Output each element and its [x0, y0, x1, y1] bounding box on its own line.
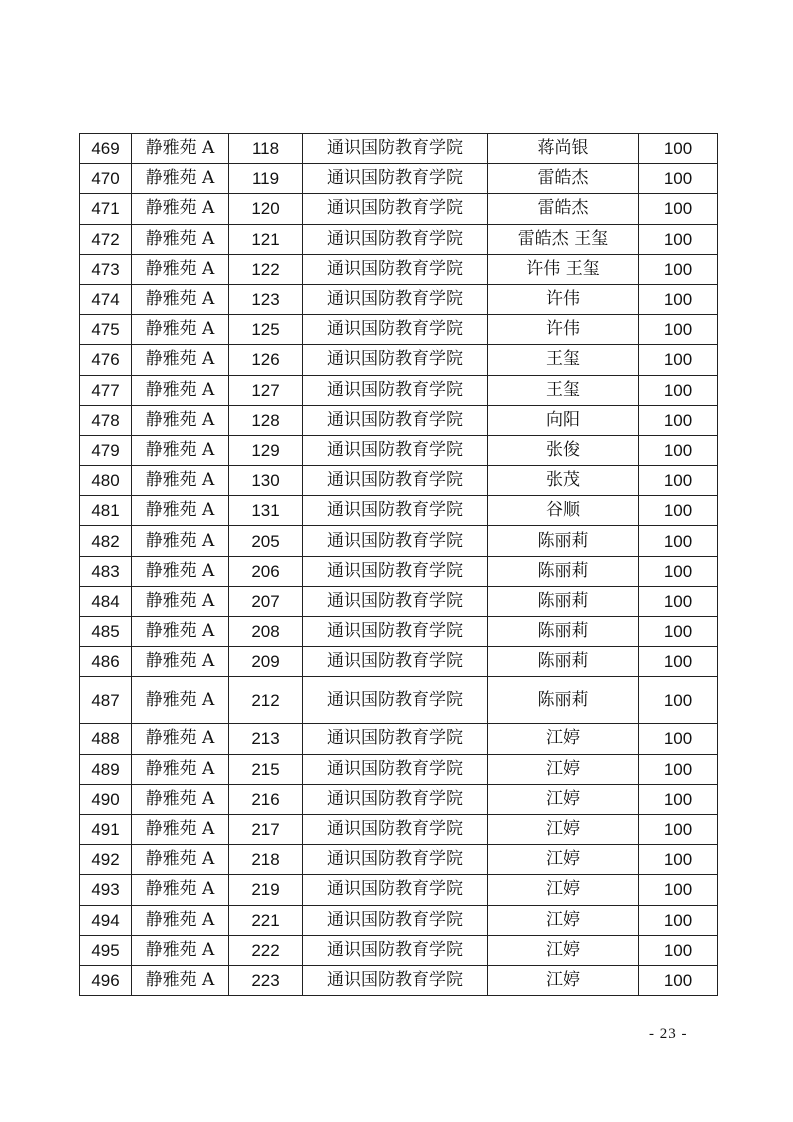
page-number: - 23 - — [649, 1026, 688, 1042]
building-cell: 静雅苑 A — [132, 345, 229, 375]
building-cell: 静雅苑 A — [132, 754, 229, 784]
person-cell: 江婷 — [488, 875, 639, 905]
college-cell: 通识国防教育学院 — [303, 405, 488, 435]
table-row — [80, 935, 718, 965]
score-cell: 100 — [639, 526, 718, 556]
score-cell: 100 — [639, 466, 718, 496]
table-row — [80, 586, 718, 616]
serial-number-cell: 479 — [80, 435, 132, 465]
college-cell: 通识国防教育学院 — [303, 814, 488, 844]
serial-number-cell: 471 — [80, 194, 132, 224]
person-cell: 谷顺 — [488, 496, 639, 526]
person-cell: 雷皓杰 — [488, 164, 639, 194]
room-number-cell: 120 — [229, 194, 303, 224]
college-cell: 通识国防教育学院 — [303, 965, 488, 995]
building-cell: 静雅苑 A — [132, 466, 229, 496]
building-cell: 静雅苑 A — [132, 965, 229, 995]
college-cell: 通识国防教育学院 — [303, 496, 488, 526]
building-cell: 静雅苑 A — [132, 526, 229, 556]
room-number-cell: 130 — [229, 466, 303, 496]
score-cell: 100 — [639, 496, 718, 526]
building-cell: 静雅苑 A — [132, 875, 229, 905]
building-cell: 静雅苑 A — [132, 496, 229, 526]
building-cell: 静雅苑 A — [132, 724, 229, 754]
table-row — [80, 405, 718, 435]
table-row — [80, 556, 718, 586]
table-row — [80, 284, 718, 314]
college-cell: 通识国防教育学院 — [303, 224, 488, 254]
college-cell: 通识国防教育学院 — [303, 724, 488, 754]
score-cell: 100 — [639, 194, 718, 224]
table-row — [80, 905, 718, 935]
score-cell: 100 — [639, 375, 718, 405]
serial-number-cell: 472 — [80, 224, 132, 254]
table-row — [80, 194, 718, 224]
building-cell: 静雅苑 A — [132, 405, 229, 435]
person-cell: 江婷 — [488, 905, 639, 935]
building-cell: 静雅苑 A — [132, 194, 229, 224]
table-row — [80, 315, 718, 345]
table-row — [80, 965, 718, 995]
table-row — [80, 814, 718, 844]
dormitory-score-table — [79, 133, 718, 996]
score-cell: 100 — [639, 586, 718, 616]
person-cell: 许伟 — [488, 284, 639, 314]
serial-number-cell: 474 — [80, 284, 132, 314]
serial-number-cell: 493 — [80, 875, 132, 905]
room-number-cell: 222 — [229, 935, 303, 965]
table-row — [80, 724, 718, 754]
person-cell: 张茂 — [488, 466, 639, 496]
room-number-cell: 209 — [229, 647, 303, 677]
room-number-cell: 216 — [229, 784, 303, 814]
table-row — [80, 134, 718, 164]
room-number-cell: 126 — [229, 345, 303, 375]
person-cell: 许伟 — [488, 315, 639, 345]
college-cell: 通识国防教育学院 — [303, 435, 488, 465]
room-number-cell: 212 — [229, 677, 303, 724]
person-cell: 陈丽莉 — [488, 526, 639, 556]
table-row — [80, 164, 718, 194]
score-cell: 100 — [639, 754, 718, 784]
serial-number-cell: 473 — [80, 254, 132, 284]
college-cell: 通识国防教育学院 — [303, 617, 488, 647]
table-row — [80, 784, 718, 814]
score-cell: 100 — [639, 935, 718, 965]
serial-number-cell: 490 — [80, 784, 132, 814]
score-cell: 100 — [639, 647, 718, 677]
person-cell: 江婷 — [488, 784, 639, 814]
score-cell: 100 — [639, 435, 718, 465]
serial-number-cell: 491 — [80, 814, 132, 844]
college-cell: 通识国防教育学院 — [303, 466, 488, 496]
serial-number-cell: 496 — [80, 965, 132, 995]
serial-number-cell: 488 — [80, 724, 132, 754]
building-cell: 静雅苑 A — [132, 647, 229, 677]
building-cell: 静雅苑 A — [132, 784, 229, 814]
score-cell: 100 — [639, 784, 718, 814]
serial-number-cell: 484 — [80, 586, 132, 616]
person-cell: 陈丽莉 — [488, 677, 639, 724]
score-cell: 100 — [639, 724, 718, 754]
score-cell: 100 — [639, 965, 718, 995]
table-row — [80, 435, 718, 465]
person-cell: 江婷 — [488, 845, 639, 875]
table-row — [80, 496, 718, 526]
table-row — [80, 526, 718, 556]
building-cell: 静雅苑 A — [132, 284, 229, 314]
college-cell: 通识国防教育学院 — [303, 254, 488, 284]
college-cell: 通识国防教育学院 — [303, 526, 488, 556]
room-number-cell: 213 — [229, 724, 303, 754]
room-number-cell: 208 — [229, 617, 303, 647]
table-row — [80, 845, 718, 875]
table-row — [80, 754, 718, 784]
person-cell: 陈丽莉 — [488, 617, 639, 647]
person-cell: 江婷 — [488, 965, 639, 995]
room-number-cell: 125 — [229, 315, 303, 345]
table-row — [80, 345, 718, 375]
score-cell: 100 — [639, 405, 718, 435]
score-cell: 100 — [639, 617, 718, 647]
building-cell: 静雅苑 A — [132, 435, 229, 465]
serial-number-cell: 475 — [80, 315, 132, 345]
room-number-cell: 217 — [229, 814, 303, 844]
college-cell: 通识国防教育学院 — [303, 315, 488, 345]
table-row — [80, 875, 718, 905]
person-cell: 陈丽莉 — [488, 556, 639, 586]
person-cell: 陈丽莉 — [488, 647, 639, 677]
person-cell: 向阳 — [488, 405, 639, 435]
building-cell: 静雅苑 A — [132, 845, 229, 875]
table-row — [80, 677, 718, 724]
score-cell: 100 — [639, 224, 718, 254]
room-number-cell: 207 — [229, 586, 303, 616]
room-number-cell: 122 — [229, 254, 303, 284]
building-cell: 静雅苑 A — [132, 677, 229, 724]
score-cell: 100 — [639, 315, 718, 345]
person-cell: 王玺 — [488, 375, 639, 405]
room-number-cell: 128 — [229, 405, 303, 435]
serial-number-cell: 489 — [80, 754, 132, 784]
building-cell: 静雅苑 A — [132, 315, 229, 345]
college-cell: 通识国防教育学院 — [303, 586, 488, 616]
college-cell: 通识国防教育学院 — [303, 345, 488, 375]
college-cell: 通识国防教育学院 — [303, 677, 488, 724]
person-cell: 江婷 — [488, 935, 639, 965]
serial-number-cell: 495 — [80, 935, 132, 965]
building-cell: 静雅苑 A — [132, 164, 229, 194]
score-cell: 100 — [639, 254, 718, 284]
serial-number-cell: 477 — [80, 375, 132, 405]
building-cell: 静雅苑 A — [132, 617, 229, 647]
person-cell: 陈丽莉 — [488, 586, 639, 616]
serial-number-cell: 480 — [80, 466, 132, 496]
college-cell: 通识国防教育学院 — [303, 754, 488, 784]
serial-number-cell: 470 — [80, 164, 132, 194]
room-number-cell: 129 — [229, 435, 303, 465]
college-cell: 通识国防教育学院 — [303, 284, 488, 314]
room-number-cell: 206 — [229, 556, 303, 586]
person-cell: 许伟 王玺 — [488, 254, 639, 284]
serial-number-cell: 481 — [80, 496, 132, 526]
building-cell: 静雅苑 A — [132, 134, 229, 164]
score-cell: 100 — [639, 164, 718, 194]
room-number-cell: 127 — [229, 375, 303, 405]
room-number-cell: 219 — [229, 875, 303, 905]
college-cell: 通识国防教育学院 — [303, 194, 488, 224]
serial-number-cell: 482 — [80, 526, 132, 556]
building-cell: 静雅苑 A — [132, 905, 229, 935]
person-cell: 江婷 — [488, 724, 639, 754]
person-cell: 雷皓杰 — [488, 194, 639, 224]
building-cell: 静雅苑 A — [132, 375, 229, 405]
table-row — [80, 375, 718, 405]
room-number-cell: 123 — [229, 284, 303, 314]
room-number-cell: 223 — [229, 965, 303, 995]
score-cell: 100 — [639, 134, 718, 164]
score-cell: 100 — [639, 677, 718, 724]
college-cell: 通识国防教育学院 — [303, 845, 488, 875]
score-cell: 100 — [639, 556, 718, 586]
room-number-cell: 131 — [229, 496, 303, 526]
person-cell: 蒋尚银 — [488, 134, 639, 164]
room-number-cell: 218 — [229, 845, 303, 875]
serial-number-cell: 487 — [80, 677, 132, 724]
score-cell: 100 — [639, 845, 718, 875]
college-cell: 通识国防教育学院 — [303, 935, 488, 965]
table-row — [80, 647, 718, 677]
serial-number-cell: 483 — [80, 556, 132, 586]
serial-number-cell: 476 — [80, 345, 132, 375]
room-number-cell: 118 — [229, 134, 303, 164]
person-cell: 张俊 — [488, 435, 639, 465]
score-cell: 100 — [639, 814, 718, 844]
building-cell: 静雅苑 A — [132, 224, 229, 254]
person-cell: 江婷 — [488, 814, 639, 844]
serial-number-cell: 469 — [80, 134, 132, 164]
room-number-cell: 215 — [229, 754, 303, 784]
college-cell: 通识国防教育学院 — [303, 875, 488, 905]
score-cell: 100 — [639, 875, 718, 905]
building-cell: 静雅苑 A — [132, 935, 229, 965]
room-number-cell: 205 — [229, 526, 303, 556]
table-row — [80, 466, 718, 496]
room-number-cell: 119 — [229, 164, 303, 194]
table-row — [80, 224, 718, 254]
serial-number-cell: 485 — [80, 617, 132, 647]
building-cell: 静雅苑 A — [132, 814, 229, 844]
serial-number-cell: 486 — [80, 647, 132, 677]
room-number-cell: 121 — [229, 224, 303, 254]
serial-number-cell: 494 — [80, 905, 132, 935]
serial-number-cell: 492 — [80, 845, 132, 875]
score-cell: 100 — [639, 284, 718, 314]
college-cell: 通识国防教育学院 — [303, 784, 488, 814]
person-cell: 江婷 — [488, 754, 639, 784]
college-cell: 通识国防教育学院 — [303, 375, 488, 405]
college-cell: 通识国防教育学院 — [303, 134, 488, 164]
score-cell: 100 — [639, 905, 718, 935]
building-cell: 静雅苑 A — [132, 586, 229, 616]
table-row — [80, 617, 718, 647]
college-cell: 通识国防教育学院 — [303, 164, 488, 194]
room-number-cell: 221 — [229, 905, 303, 935]
building-cell: 静雅苑 A — [132, 254, 229, 284]
building-cell: 静雅苑 A — [132, 556, 229, 586]
college-cell: 通识国防教育学院 — [303, 647, 488, 677]
serial-number-cell: 478 — [80, 405, 132, 435]
person-cell: 王玺 — [488, 345, 639, 375]
table-row — [80, 254, 718, 284]
college-cell: 通识国防教育学院 — [303, 556, 488, 586]
person-cell: 雷皓杰 王玺 — [488, 224, 639, 254]
score-cell: 100 — [639, 345, 718, 375]
college-cell: 通识国防教育学院 — [303, 905, 488, 935]
table-body — [80, 134, 718, 996]
